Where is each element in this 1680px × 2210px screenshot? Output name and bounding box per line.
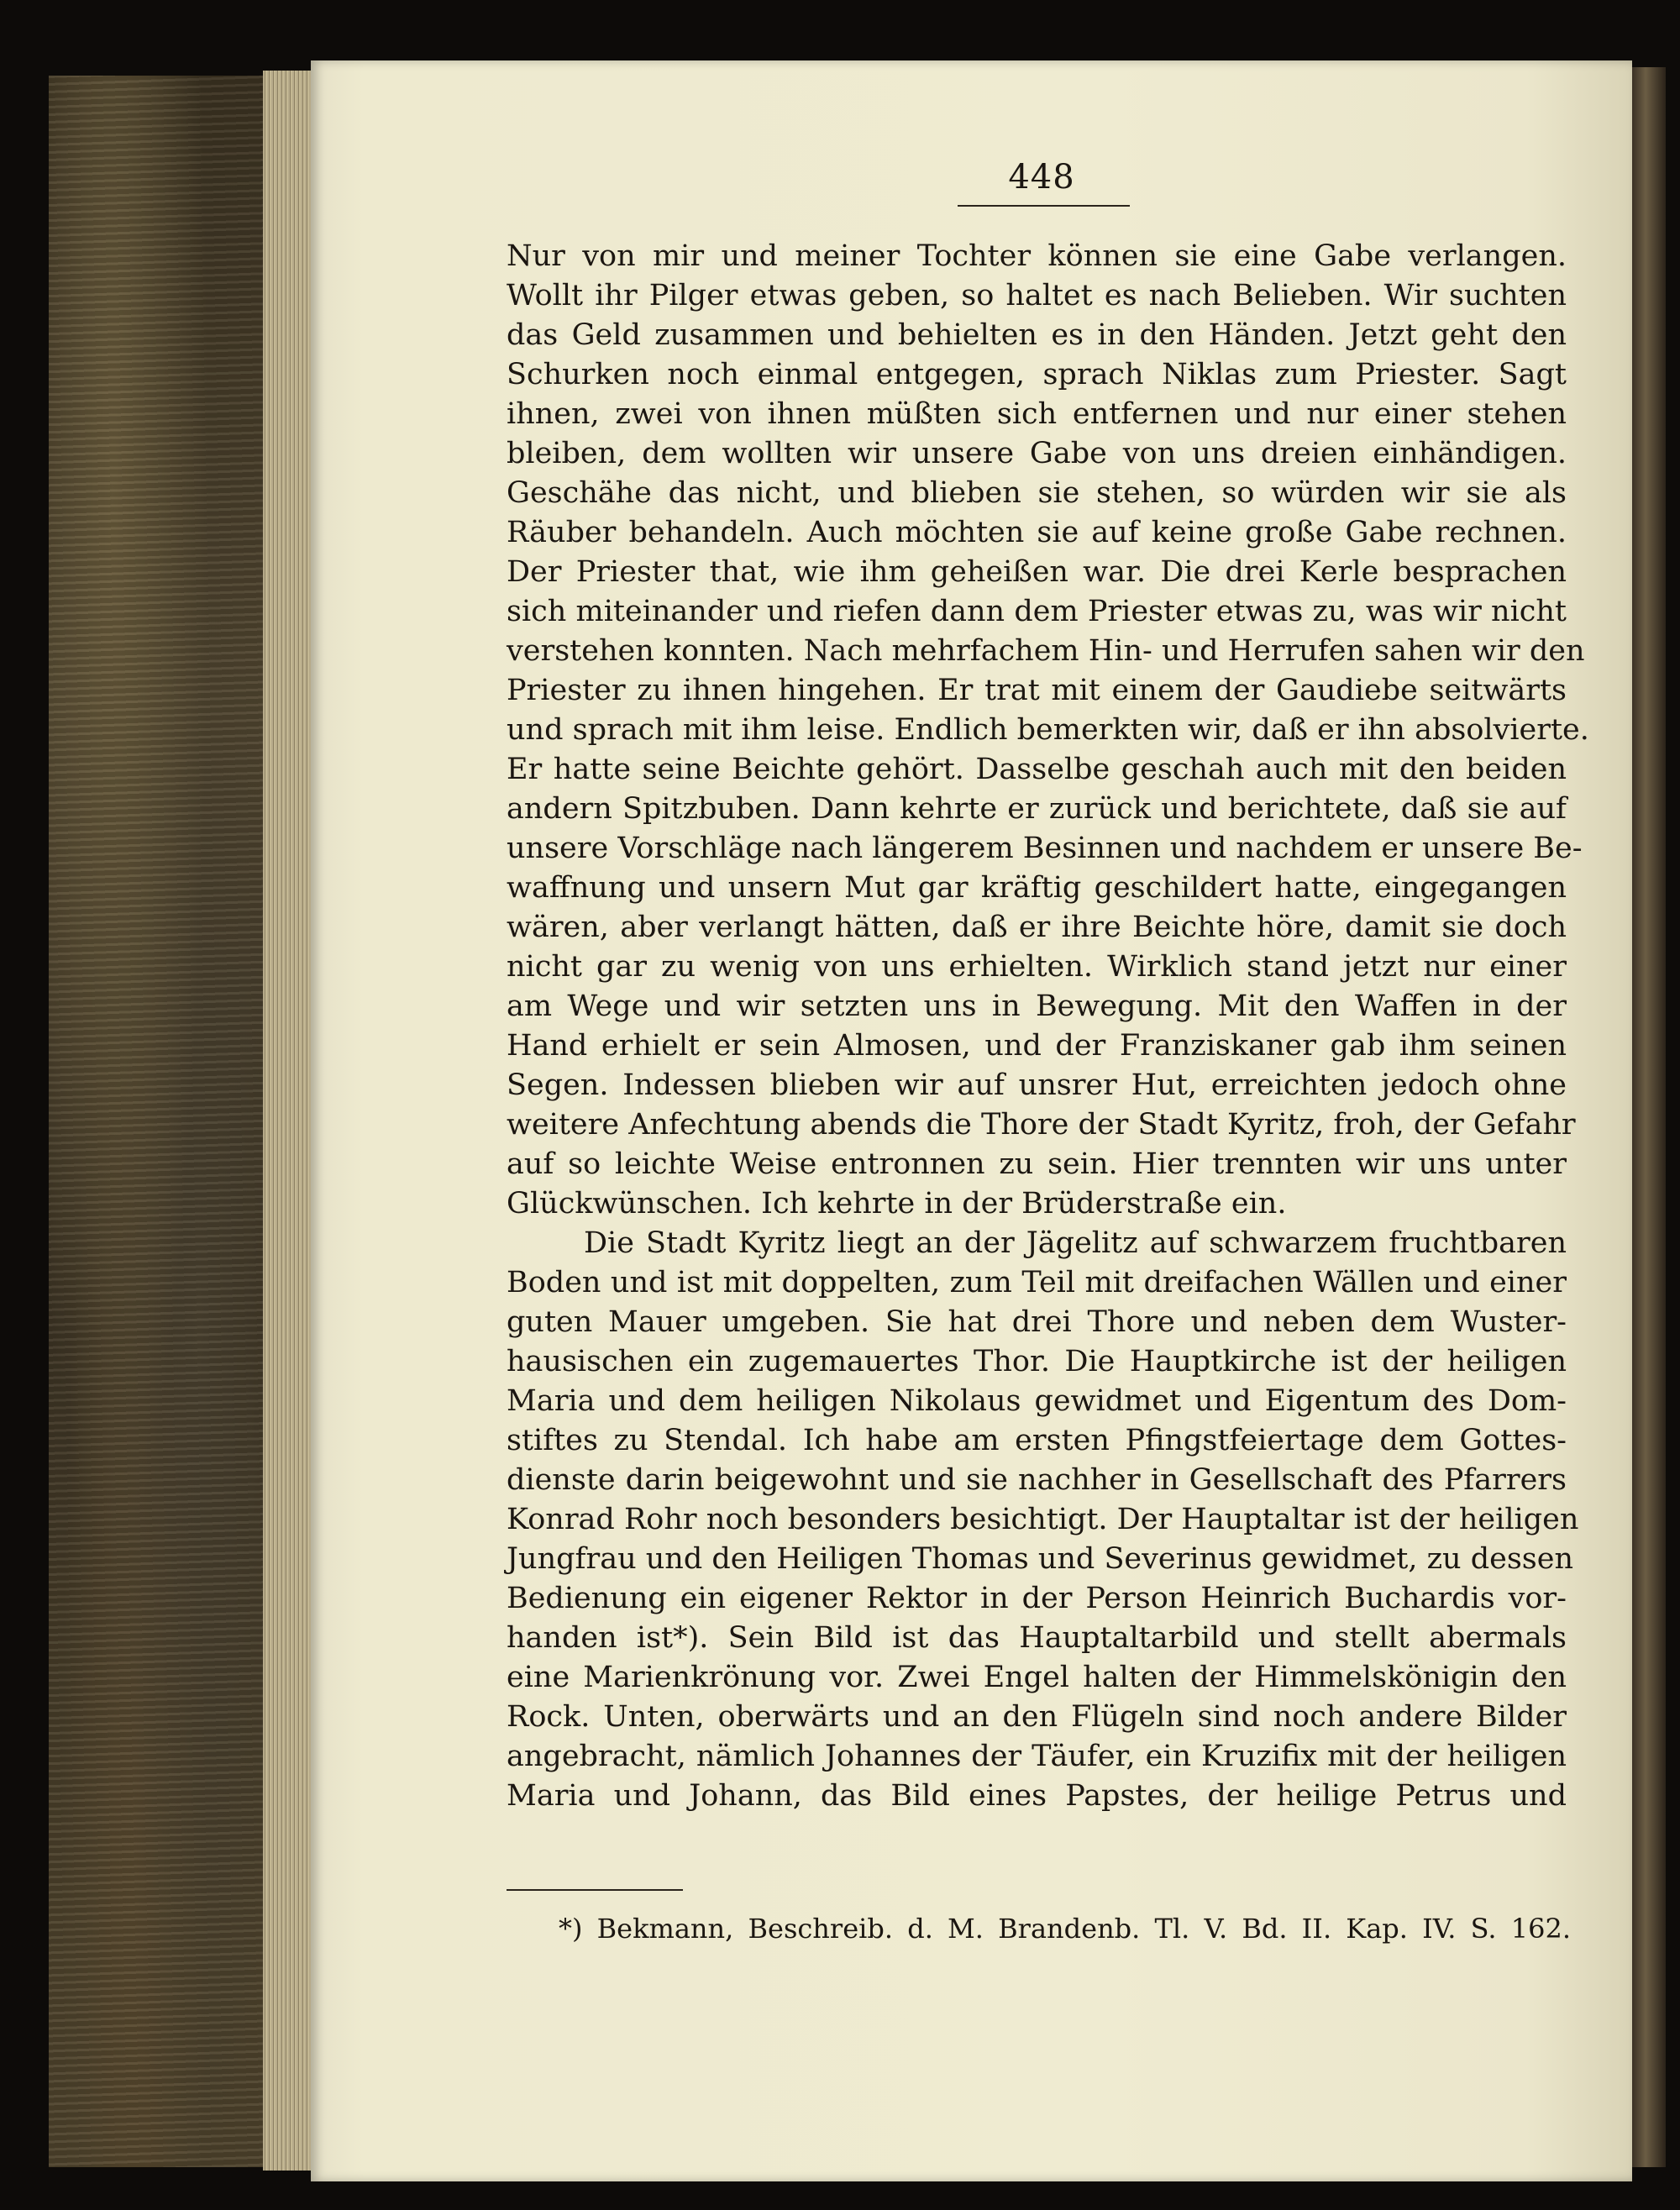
text-line: Jungfrau und den Heiligen Thomas und Severinus gewidmet, zu dessen xyxy=(507,1542,1574,1576)
text-line: Der Priester that, wie ihm geheißen war. Die drei Kerle besprachen xyxy=(507,555,1567,589)
text-line: Geschähe das nicht, und blieben sie stehen, so würden wir sie als xyxy=(507,476,1567,510)
text-line: Rock. Unten, oberwärts und an den Flügeln sind noch andere Bilder xyxy=(507,1700,1567,1734)
text-line: das Geld zusammen und behielten es in den Händen. Jetzt geht den xyxy=(507,318,1567,352)
text-line: stiftes zu Stendal. Ich habe am ersten Pfingstfeiertage dem Gottes- xyxy=(507,1424,1567,1457)
text-line: hausischen ein zugemauertes Thor. Die Hauptkirche ist der heiligen xyxy=(507,1345,1567,1378)
text-line: am Wege und wir setzten uns in Bewegung. Mit den Waffen in der xyxy=(507,990,1567,1023)
text-line: guten Mauer umgeben. Sie hat drei Thore und neben dem Wuster- xyxy=(507,1305,1567,1339)
text-line: waffnung und unsern Mut gar kräftig geschildert hatte, eingegangen xyxy=(507,871,1567,905)
text-line: auf so leichte Weise entronnen zu sein. Hier trennten wir uns unter xyxy=(507,1147,1567,1181)
text-line: nicht gar zu wenig von uns erhielten. Wirklich stand jetzt nur einer xyxy=(507,950,1567,984)
text-line: bleiben, dem wollten wir unsere Gabe von uns dreien einhändigen. xyxy=(507,437,1567,470)
text-line: weitere Anfechtung abends die Thore der Stadt Kyritz, froh, der Gefahr xyxy=(507,1108,1576,1142)
text-line: Schurken noch einmal entgegen, sprach Niklas zum Priester. Sagt xyxy=(507,358,1567,391)
text-line: dienste darin beigewohnt und sie nachher in Gesellschaft des Pfarrers xyxy=(507,1463,1567,1497)
text-line: ihnen, zwei von ihnen müßten sich entfernen und nur einer stehen xyxy=(507,397,1567,431)
text-line-paragraph-end: Glückwünschen. Ich kehrte in der Brüderstraße ein. xyxy=(507,1187,1287,1220)
text-line: Räuber behandeln. Auch möchten sie auf keine große Gabe rechnen. xyxy=(507,516,1567,549)
page-block-edges xyxy=(263,71,313,2171)
footnote-rule xyxy=(507,1889,683,1891)
text-line: Maria und dem heiligen Nikolaus gewidmet und Eigentum des Dom- xyxy=(507,1384,1567,1418)
facing-page-edge xyxy=(1632,67,1666,2167)
text-line: Hand erhielt er sein Almosen, und der Franziskaner gab ihm seinen xyxy=(507,1029,1567,1063)
text-line-paragraph-start: Die Stadt Kyritz liegt an der Jägelitz auf schwarzem fruchtbaren xyxy=(584,1226,1567,1260)
text-line: sich miteinander und riefen dann dem Priester etwas zu, was wir nicht xyxy=(507,595,1567,628)
text-line: Boden und ist mit doppelten, zum Teil mit dreifachen Wällen und einer xyxy=(507,1266,1567,1299)
text-line: Konrad Rohr noch besonders besichtigt. Der Hauptaltar ist der heiligen xyxy=(507,1503,1579,1536)
text-line: und sprach mit ihm leise. Endlich bemerkten wir, daß er ihn absolvierte. xyxy=(507,713,1589,747)
text-line: Maria und Johann, das Bild eines Papstes, der heilige Petrus und xyxy=(507,1779,1567,1813)
text-line: andern Spitzbuben. Dann kehrte er zurück und berichtete, daß sie auf xyxy=(507,792,1567,826)
body-text xyxy=(507,237,1589,1816)
page-number: 448 xyxy=(1008,158,1075,197)
text-line: eine Marienkrönung vor. Zwei Engel halten der Himmelskönigin den xyxy=(507,1661,1567,1694)
text-line: Nur von mir und meiner Tochter können sie eine Gabe verlangen. xyxy=(507,239,1567,273)
text-line: angebracht, nämlich Johannes der Täufer, ein Kruzifix mit der heiligen xyxy=(507,1740,1567,1773)
text-line: Priester zu ihnen hingehen. Er trat mit einem der Gaudiebe seitwärts xyxy=(507,674,1567,707)
header-rule xyxy=(958,205,1130,207)
text-line: Segen. Indessen blieben wir auf unsrer Hut, erreichten jedoch ohne xyxy=(507,1068,1567,1102)
text-line: unsere Vorschläge nach längerem Besinnen und nachdem er unsere Be- xyxy=(507,832,1583,865)
text-line: Bedienung ein eigener Rektor in der Person Heinrich Buchardis vor- xyxy=(507,1582,1567,1615)
book-cover-marbled-edge xyxy=(49,76,265,2167)
text-line: verstehen konnten. Nach mehrfachem Hin- und Herrufen sahen wir den xyxy=(507,634,1585,668)
footnote: *) Bekmann, Beschreib. d. M. Brandenb. Tl. V. Bd. II. Kap. IV. S. 162. xyxy=(559,1913,1571,1945)
text-line: Er hatte seine Beichte gehört. Dasselbe geschah auch mit den beiden xyxy=(507,753,1567,786)
text-line: wären, aber verlangt hätten, daß er ihre Beichte höre, damit sie doch xyxy=(507,911,1567,944)
text-line: Wollt ihr Pilger etwas geben, so haltet es nach Belieben. Wir suchten xyxy=(507,279,1567,312)
text-line: handen ist*). Sein Bild ist das Hauptaltarbild und stellt abermals xyxy=(507,1621,1567,1655)
